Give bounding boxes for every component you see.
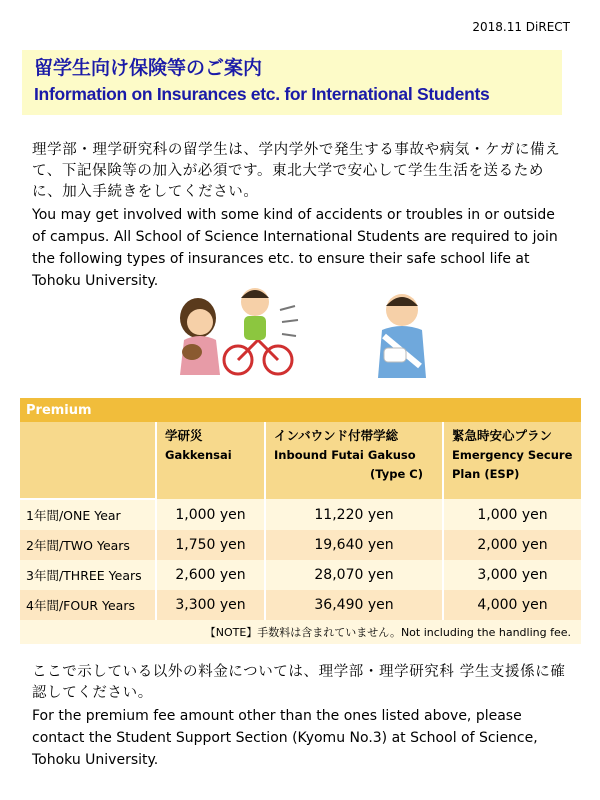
intro-japanese: 理学部・理学研究科の留学生は、学内学外で発生する事故や病気・ケガに備えて、下記保険等の加入が必須です。東北大学で安心して学生生活を送るために、加入手続きをしてください。 xyxy=(32,142,561,200)
column-header-esp xyxy=(443,422,581,499)
title-japanese: 留学生向け保険等のご案内 xyxy=(34,57,263,79)
outro-japanese: ここで示している以外の料金については、理学部・理学研究科 学生支援係に確認してください。 xyxy=(32,664,566,701)
column-name-en: Gakkensai xyxy=(165,448,232,462)
table-row xyxy=(20,560,581,590)
column-header-empty xyxy=(20,422,156,499)
column-name-en: Inbound Futai Gakuso xyxy=(274,448,416,462)
row-label: 4年間/FOUR Years xyxy=(20,590,156,620)
cell-esp: 4,000 yen xyxy=(443,590,581,620)
table-row xyxy=(20,590,581,620)
column-name-ja: 緊急時安心プラン xyxy=(452,428,553,443)
table-row xyxy=(20,530,581,560)
cell-gakkensai: 2,600 yen xyxy=(156,560,265,590)
injured-student-illustration xyxy=(378,294,426,378)
row-label: 2年間/TWO Years xyxy=(20,530,156,560)
cell-gakkensai: 1,750 yen xyxy=(156,530,265,560)
row-label: 1年間/ONE Year xyxy=(20,499,156,530)
column-name-en-line2: (Type C) xyxy=(370,467,423,481)
cell-esp: 3,000 yen xyxy=(443,560,581,590)
table-row xyxy=(20,499,581,530)
cell-inbound: 36,490 yen xyxy=(265,590,443,620)
outro-english: For the premium fee amount other than the ones listed above, please contact the Student Support Section (Kyomu No.3) at School of Science, Tohoku University. xyxy=(32,708,538,768)
column-header-gakkensai xyxy=(156,422,265,499)
column-name-ja: インバウンド付帯学総 xyxy=(274,428,399,443)
title-box xyxy=(22,50,562,115)
premium-table xyxy=(20,398,581,644)
outro-section xyxy=(32,662,577,771)
cell-gakkensai: 1,000 yen xyxy=(156,499,265,530)
row-label: 3年間/THREE Years xyxy=(20,560,156,590)
cell-esp: 1,000 yen xyxy=(443,499,581,530)
title-english: Information on Insurances etc. for International Students xyxy=(34,84,490,104)
column-header-inbound xyxy=(265,422,443,499)
cell-inbound: 19,640 yen xyxy=(265,530,443,560)
premium-header: Premium xyxy=(20,398,581,422)
column-name-ja: 学研災 xyxy=(165,428,203,443)
cell-inbound: 11,220 yen xyxy=(265,499,443,530)
intro-english: You may get involved with some kind of accidents or troubles in or outside of campus. All School of Science International Students are required to join the following types of insurances etc. to ensure their safe school life at Tohoku University. xyxy=(32,207,558,289)
table-note: 【NOTE】手数料は含まれていません。Not including the handling fee. xyxy=(20,620,581,644)
intro-section xyxy=(32,140,572,292)
column-name-en-line2: Plan (ESP) xyxy=(452,467,520,481)
bicycle-accident-illustration xyxy=(180,288,298,375)
column-name-en: Emergency Secure xyxy=(452,448,573,462)
date-stamp: 2018.11 DiRECT xyxy=(472,20,570,34)
cell-inbound: 28,070 yen xyxy=(265,560,443,590)
illustration xyxy=(170,280,450,380)
cell-esp: 2,000 yen xyxy=(443,530,581,560)
cell-gakkensai: 3,300 yen xyxy=(156,590,265,620)
